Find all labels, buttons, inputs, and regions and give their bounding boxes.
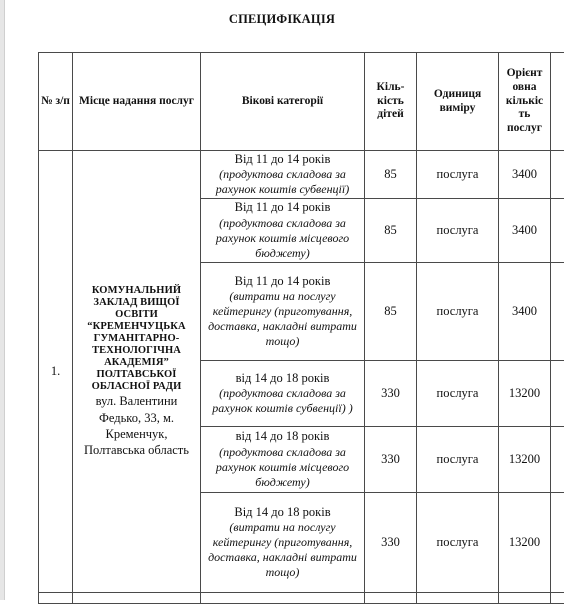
continuation-cell — [365, 593, 417, 604]
age-range: від 14 до 18 років — [203, 371, 362, 387]
header-cut-off — [551, 53, 564, 151]
quantity-cell: 13200 — [499, 493, 551, 593]
header-category: Вікові категорії — [201, 53, 365, 151]
table-row-continuation — [39, 593, 564, 604]
continuation-cell — [73, 593, 201, 604]
place-cell — [73, 151, 201, 593]
category-cell — [201, 199, 365, 263]
continuation-cell — [499, 593, 551, 604]
page-left-edge — [0, 0, 5, 600]
unit-cell: послуга — [417, 263, 499, 361]
category-cell — [201, 151, 365, 199]
place-name: КОМУНАЛЬНИЙ ЗАКЛАД ВИЩОЇ ОСВІТИ “КРЕМЕНЧУЦЬКА ГУМАНІТАРНО-ТЕХНОЛОГІЧНА АКАДЕМІЯ” ПОЛТАВСЬКОЇ ОБЛАСНОЇ РАДИ — [75, 285, 198, 394]
children-count: 85 — [365, 151, 417, 199]
quantity-cell: 13200 — [499, 361, 551, 427]
continuation-cell — [201, 593, 365, 604]
category-note: (продуктова складова за рахунок коштів субвенції) — [216, 167, 349, 196]
cut-off-cell — [551, 493, 564, 593]
header-quantity: Орієнт овна кількіс ть послуг — [499, 53, 551, 151]
children-count: 330 — [365, 493, 417, 593]
category-cell — [201, 361, 365, 427]
category-note: (продуктова складова за рахунок коштів субвенції) ) — [212, 386, 352, 415]
age-range: Від 14 до 18 років — [203, 505, 362, 521]
unit-cell: послуга — [417, 361, 499, 427]
category-note: (продуктова складова за рахунок коштів місцевого бюджету) — [216, 445, 349, 489]
children-count: 85 — [365, 199, 417, 263]
continuation-cell — [551, 593, 564, 604]
table-header-row — [39, 53, 564, 151]
quantity-cell: 3400 — [499, 263, 551, 361]
age-range: Від 11 до 14 років — [203, 274, 362, 290]
children-count: 85 — [365, 263, 417, 361]
children-count: 330 — [365, 361, 417, 427]
row-number: 1. — [39, 151, 73, 593]
cut-off-cell — [551, 263, 564, 361]
age-range: Від 11 до 14 років — [203, 152, 362, 168]
quantity-cell: 13200 — [499, 427, 551, 493]
header-num: № з/п — [39, 53, 73, 151]
category-note: (продуктова складова за рахунок коштів місцевого бюджету) — [216, 216, 349, 260]
category-note: (витрати на послугу кейтерингу (приготування, доставка, накладні витрати тощо) — [208, 520, 357, 579]
continuation-cell — [417, 593, 499, 604]
category-note: (витрати на послугу кейтерингу (приготування, доставка, накладні витрати тощо) — [208, 289, 357, 348]
header-children: Кіль-кість дітей — [365, 53, 417, 151]
unit-cell: послуга — [417, 427, 499, 493]
category-cell — [201, 263, 365, 361]
unit-cell: послуга — [417, 493, 499, 593]
table-row — [39, 151, 564, 199]
age-range: від 14 до 18 років — [203, 429, 362, 445]
quantity-cell: 3400 — [499, 199, 551, 263]
cut-off-cell — [551, 199, 564, 263]
continuation-cell — [39, 593, 73, 604]
category-cell — [201, 493, 365, 593]
children-count: 330 — [365, 427, 417, 493]
specification-table — [38, 52, 564, 604]
category-cell — [201, 427, 365, 493]
age-range: Від 11 до 14 років — [203, 200, 362, 216]
unit-cell: послуга — [417, 151, 499, 199]
document-title: СПЕЦИФІКАЦІЯ — [0, 12, 564, 27]
header-unit: Одиниця виміру — [417, 53, 499, 151]
quantity-cell: 3400 — [499, 151, 551, 199]
place-address: вул. Валентини Федько, 33, м. Кременчук, Полтавська область — [75, 393, 198, 458]
cut-off-cell — [551, 361, 564, 427]
cut-off-cell — [551, 427, 564, 493]
header-place: Місце надання послуг — [73, 53, 201, 151]
unit-cell: послуга — [417, 199, 499, 263]
cut-off-cell — [551, 151, 564, 199]
